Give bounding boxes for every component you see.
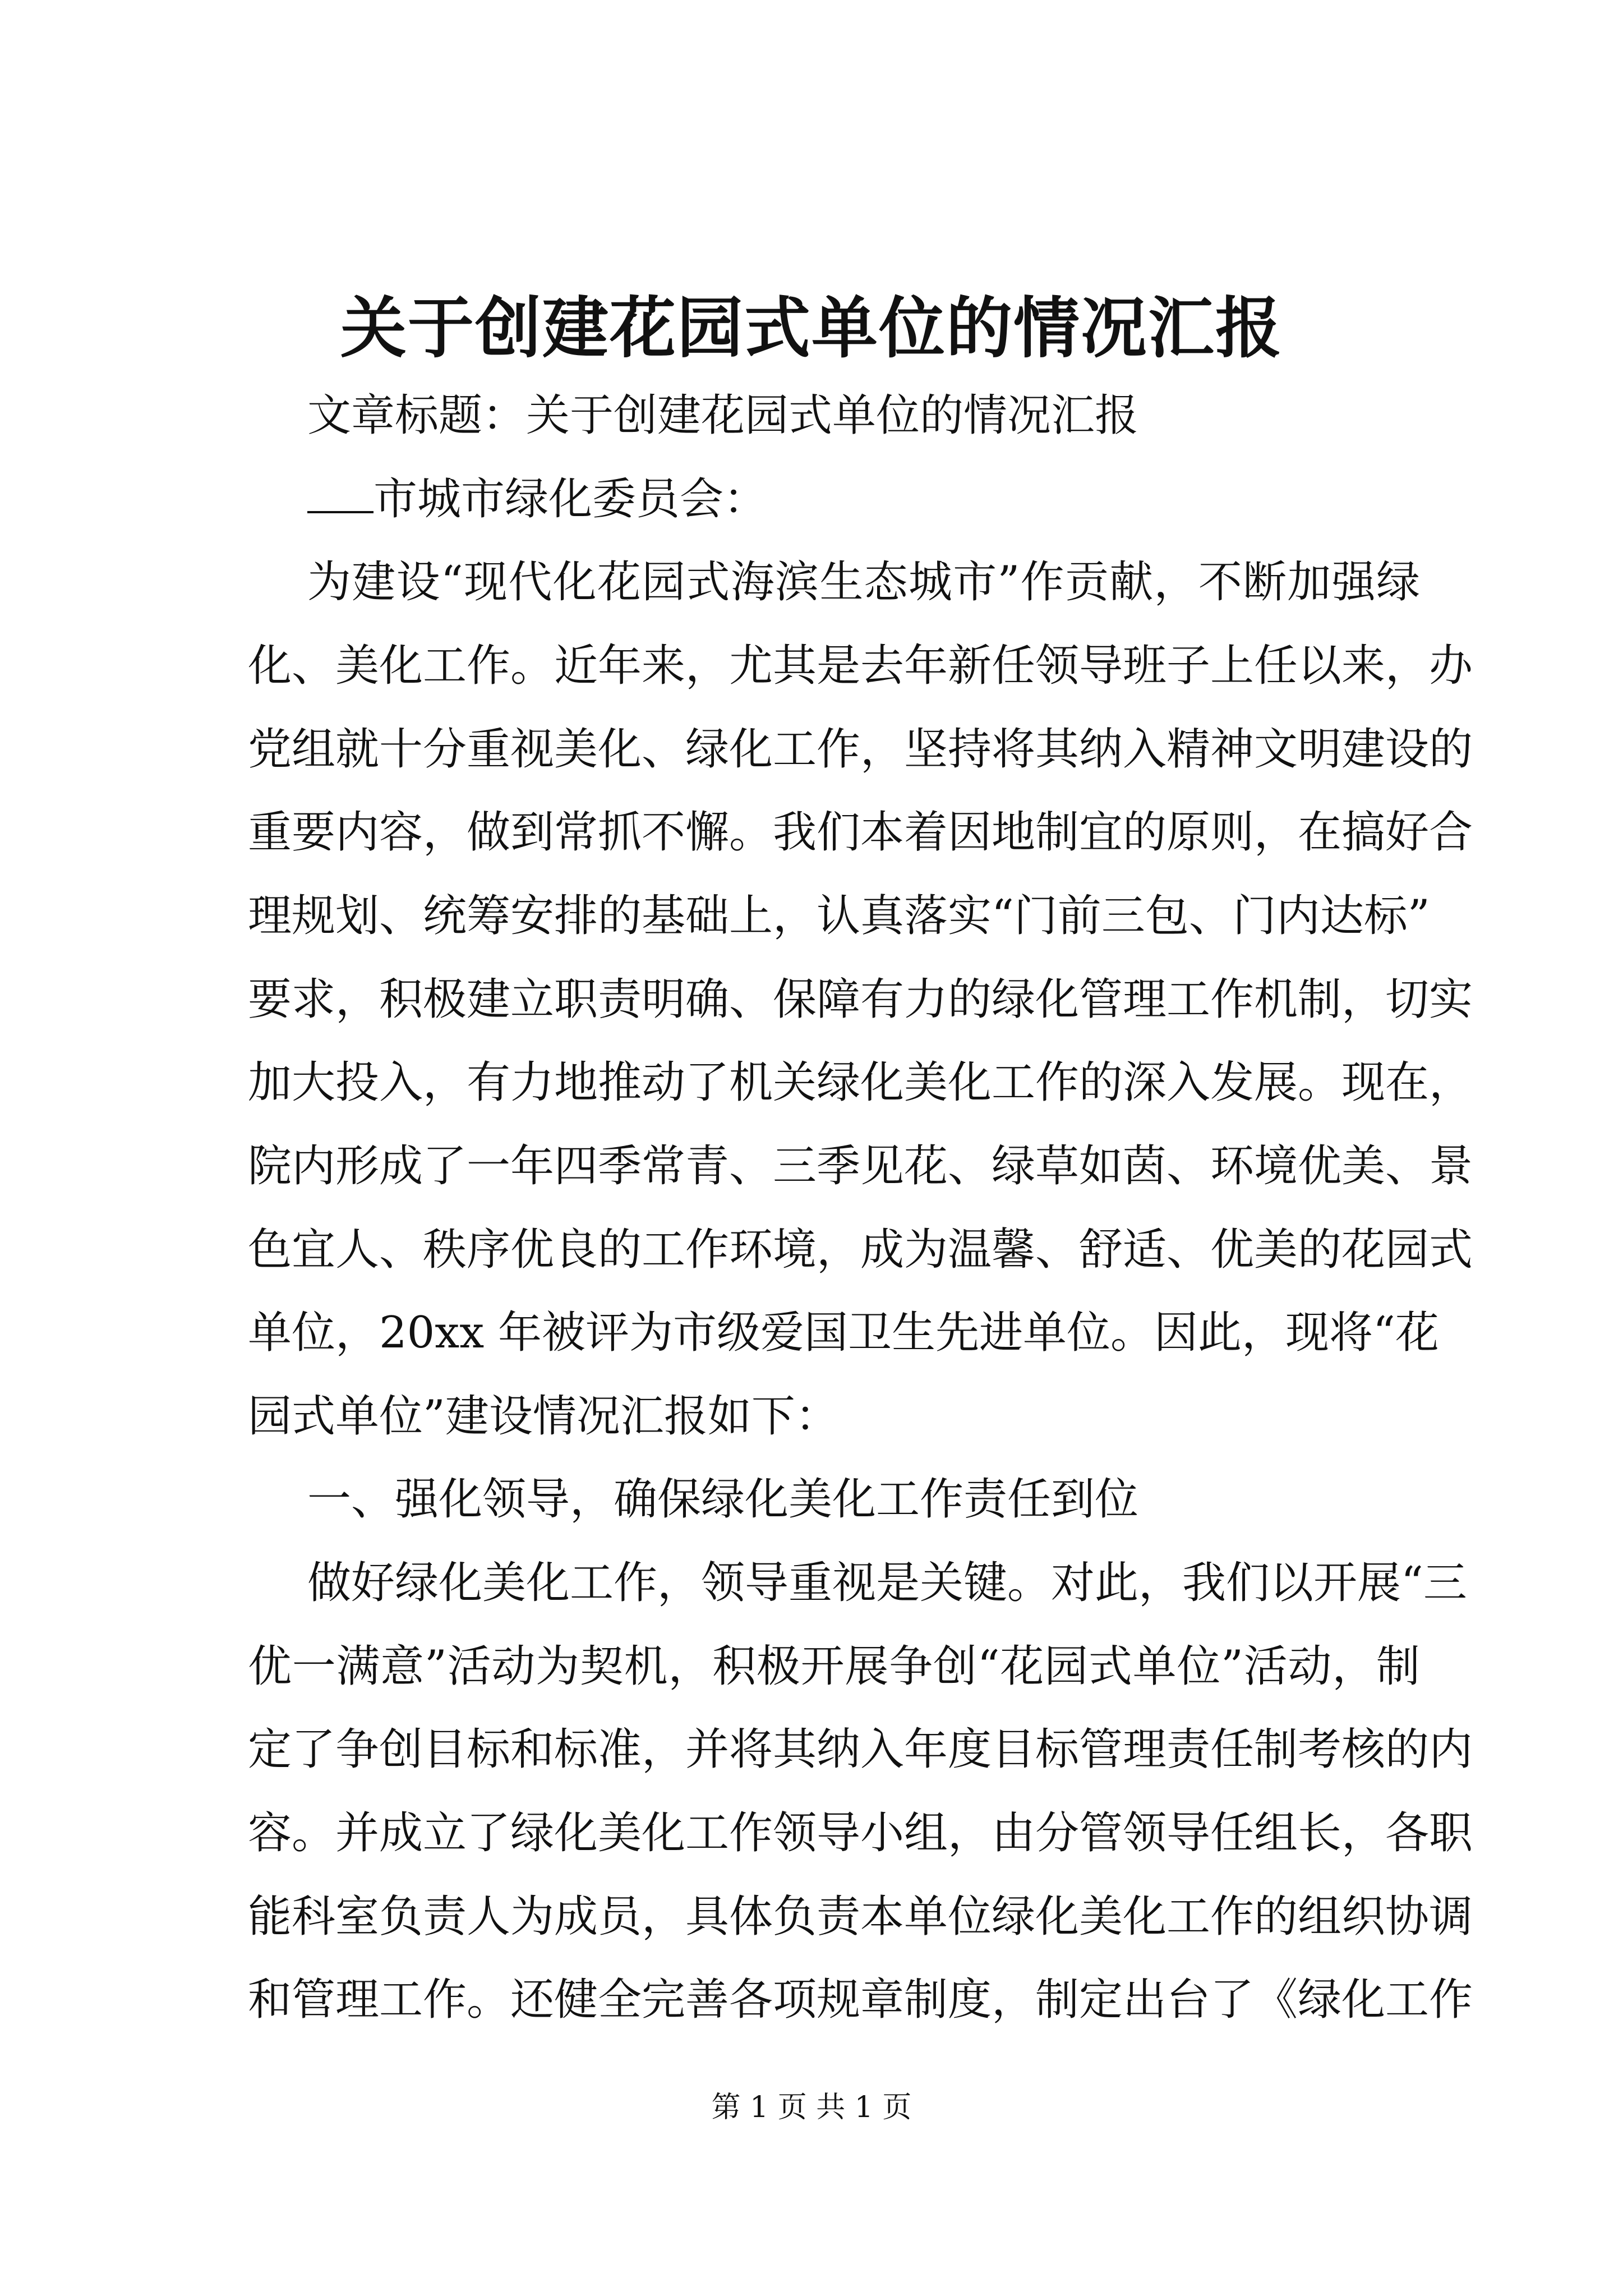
paragraph-line: 和管理工作。还健全完善各项规章制度，制定出台了《绿化工作 (248, 1975, 1473, 2026)
paragraph-line: 理规划、统筹安排的基础上，认真落实“门前三包、门内达标” (248, 890, 1430, 941)
paragraph-line: 定了争创目标和标准，并将其纳入年度目标管理责任制考核的内 (248, 1724, 1473, 1775)
paragraph-line: 做好绿化美化工作，领导重视是关键。对此，我们以开展“三 (307, 1558, 1467, 1609)
section-heading: 一、强化领导，确保绿化美化工作责任到位 (307, 1474, 1139, 1525)
paragraph-line: 能科室负责人为成员，具体负责本单位绿化美化工作的组织协调 (248, 1891, 1473, 1942)
paragraph-line: 要求，积极建立职责明确、保障有力的绿化管理工作机制，切实 (248, 974, 1473, 1025)
paragraph-line: 党组就十分重视美化、绿化工作，坚持将其纳入精神文明建设的 (248, 724, 1473, 775)
paragraph-line: 容。并成立了绿化美化工作领导小组，由分管领导任组长，各职 (248, 1808, 1473, 1859)
paragraph-line: 加大投入，有力地推动了机关绿化美化工作的深入发展。现在， (248, 1057, 1473, 1108)
paragraph-line: 园式单位”建设情况汇报如下： (248, 1391, 839, 1442)
page-footer: 第 1 页 共 1 页 (711, 2091, 912, 2124)
paragraph-line: 重要内容，做到常抓不懈。我们本着因地制宜的原则，在搞好合 (248, 807, 1473, 858)
salutation-blank (307, 508, 374, 513)
paragraph-line: 为建设“现代化花园式海滨生态城市”作贡献，不断加强绿 (307, 557, 1420, 608)
paragraph-line: 院内形成了一年四季常青、三季见花、绿草如茵、环境优美、景 (248, 1140, 1473, 1191)
salutation-line (307, 458, 1420, 541)
paragraph-line: 优一满意”活动为契机，积极开展争创“花园式单位”活动，制 (248, 1641, 1420, 1692)
paragraph-line: 色宜人、秩序优良的工作环境，成为温馨、舒适、优美的花园式 (248, 1224, 1473, 1275)
article-title-line: 文章标题：关于创建花园式单位的情况汇报 (307, 390, 1139, 441)
paragraph-line: 化、美化工作。近年来，尤其是去年新任领导班子上任以来，办 (248, 640, 1473, 691)
salutation-text: 市城市绿化委员会： (374, 473, 768, 524)
document-title: 关于创建花园式单位的情况汇报 (340, 289, 1283, 367)
paragraph-line: 单位，20xx 年被评为市级爱国卫生先进单位。因此，现将“花 (248, 1308, 1439, 1359)
